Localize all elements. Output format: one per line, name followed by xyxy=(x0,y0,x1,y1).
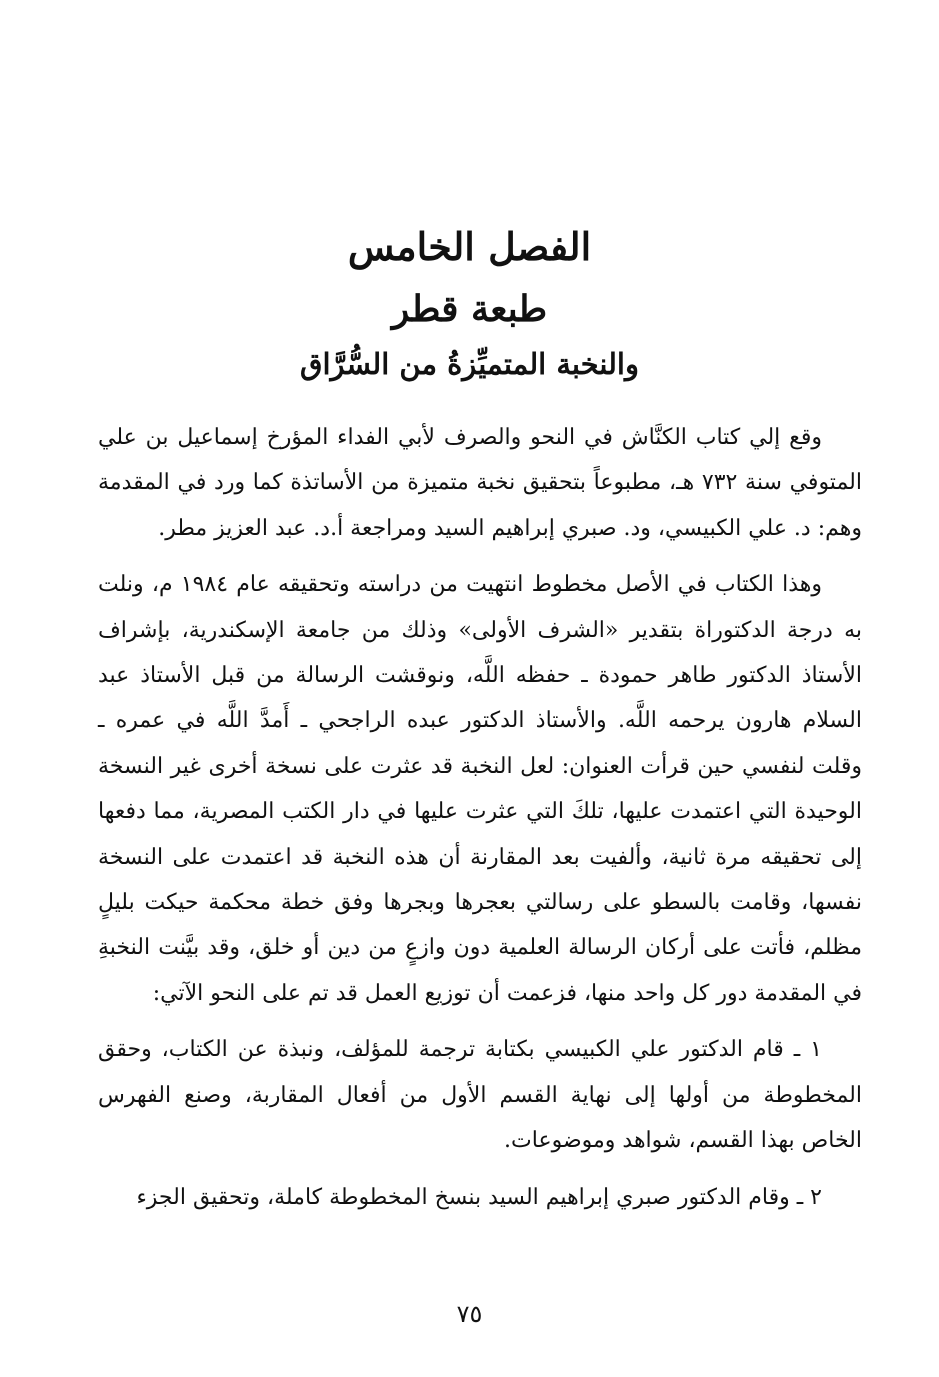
paragraph: ١ ـ قام الدكتور علي الكبيسي بكتابة ترجمة للمؤلف، ونبذة عن الكتاب، وحقق المخطوطة من أولها إلى نهاية القسم الأول من أفعال المقاربة، وصنع الفهرس الخاص بهذا القسم، شواهد وموضوعات. xyxy=(98,1037,862,1154)
body-text xyxy=(98,415,862,1231)
paragraph: وقع إلي كتاب الكنَّاش في النحو والصرف لأبي الفداء المؤرخ إسماعيل بن علي المتوفي سنة ٧٣٢ هـ، مطبوعاً بتحقيق نخبة متميزة من الأساتذة كما ورد في المقدمة وهم: د. علي الكبيسي، ود. صبري إبراهيم السيد ومراجعة أ.د. عبد العزيز مطر. xyxy=(98,425,862,541)
chapter-subtitle: طبعة قطر xyxy=(391,288,548,330)
paragraph: ٢ ـ وقام الدكتور صبري إبراهيم السيد بنسخ المخطوطة كاملة، وتحقيق الجزء xyxy=(136,1184,822,1210)
page-number: ٧٥ xyxy=(456,1300,483,1328)
chapter-title: الفصل الخامس xyxy=(347,224,592,269)
paragraph: وهذا الكتاب في الأصل مخطوط انتهيت من دراسته وتحقيقه عام ١٩٨٤ م، ونلت به درجة الدكتوراة بتقدير «الشرف الأولى» وذلك من جامعة الإسكندرية، بإشراف الأستاذ الدكتور طاهر حمودة ـ حفظه اللَّه، ونوقشت الرسالة من قبل الأستاذ عبد السلام هارون يرحمه اللَّه. والأستاذ الدكتور عبده الراجحي ـ أَمدَّ اللَّه في عمره ـ وقلت لنفسي حين قرأت العنوان: لعل النخبة قد عثرت على نسخة أخرى غير النسخة الوحيدة التي اعتمدت عليها، تلكَ التي عثرت عليها في دار الكتب المصرية، مما دفعها إلى تحقيقه مرة ثانية، وألفيت بعد المقارنة أن هذه النخبة قد اعتمدت على النسخة نفسها، وقامت بالسطو على رسالتي بعجرها وبجرها وفق خطة محكمة حيكت بليلٍ مظلم، فأتت على أركان الرسالة العلمية دون وازعٍ من دين أو خلق، وقد بيَّنت النخبةِ في المقدمة دور كل واحد منها، فزعمت أن توزيع العمل قد تم على النحو الآتي: xyxy=(98,572,862,1006)
chapter-heading-block xyxy=(0,222,939,386)
chapter-subtitle-secondary: والنخبة المتميِّزةُ من السُّرَّاق xyxy=(299,347,639,381)
